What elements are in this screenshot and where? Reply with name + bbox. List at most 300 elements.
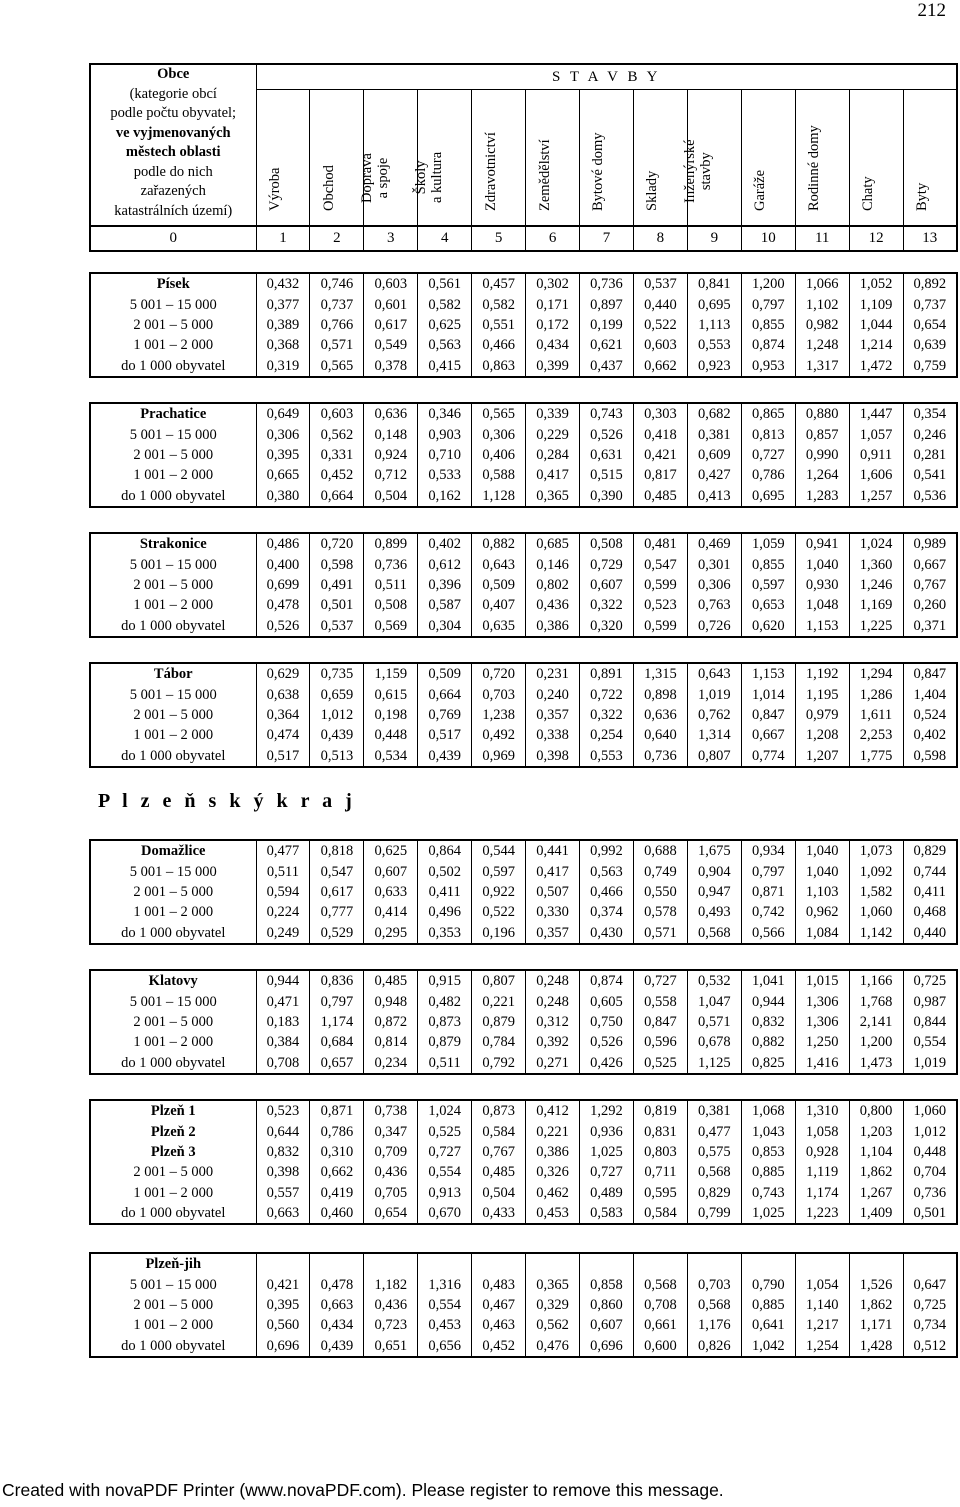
table-row: [90, 861, 957, 881]
table-cell: 1,019: [903, 1053, 957, 1074]
table-cell: 0,302: [526, 273, 580, 294]
table-cell: [526, 1253, 580, 1274]
table-cell: 0,504: [472, 1183, 526, 1203]
table-cell: 1,084: [795, 923, 849, 944]
table-cell: 0,736: [580, 273, 634, 294]
table-cell: [256, 1253, 310, 1274]
table-cell: 1,582: [849, 882, 903, 902]
table-row: [90, 882, 957, 902]
table-row: [90, 663, 957, 684]
table-cell: 0,390: [580, 486, 634, 507]
table-cell: 0,582: [418, 294, 472, 314]
table-cell: 0,864: [418, 840, 472, 861]
table-cell: 0,525: [633, 1053, 687, 1074]
table-cell: 0,412: [526, 1100, 580, 1121]
table-cell: 0,183: [256, 1012, 310, 1032]
table-cell: 0,825: [741, 1053, 795, 1074]
column-header: [580, 90, 634, 227]
table-cell: 0,419: [310, 1183, 364, 1203]
table-row: [90, 991, 957, 1011]
table-cell: 1,447: [849, 403, 903, 424]
row-label: 1 001 – 2 000: [133, 1034, 214, 1051]
table-cell: 0,596: [633, 1032, 687, 1052]
table-cell: 1,264: [795, 465, 849, 485]
table-row: [90, 356, 957, 377]
table-row: [90, 595, 957, 615]
table-cell: 0,598: [310, 554, 364, 574]
table-cell: 0,392: [526, 1032, 580, 1052]
table-cell: 1,195: [795, 684, 849, 704]
table-cell: 1,057: [849, 424, 903, 444]
table-cell: 0,547: [310, 861, 364, 881]
table-cell: 0,421: [256, 1274, 310, 1294]
table-cell: 0,777: [310, 902, 364, 922]
table-cell: 0,813: [741, 424, 795, 444]
table-cell: 0,871: [310, 1100, 364, 1121]
table-cell: 0,605: [580, 991, 634, 1011]
table-cell: 0,651: [364, 1336, 418, 1357]
table-cell: 0,434: [310, 1315, 364, 1335]
table-cell: 0,381: [687, 1100, 741, 1121]
table-cell: 1,012: [310, 705, 364, 725]
table-cell: 0,441: [526, 840, 580, 861]
table-cell: 0,433: [472, 1203, 526, 1224]
table-cell: 0,911: [849, 445, 903, 465]
footer-watermark: Created with novaPDF Printer (www.novaPDF.com). Please register to remove this message.: [2, 1480, 724, 1500]
table-cell: 0,873: [472, 1100, 526, 1121]
table-cell: 0,865: [741, 403, 795, 424]
table-cell: 1,044: [849, 315, 903, 335]
table-cell: 0,476: [526, 1336, 580, 1357]
table-cell: 0,633: [364, 882, 418, 902]
table-cell: 1,611: [849, 705, 903, 725]
table-cell: 0,517: [256, 746, 310, 767]
row-label: 2 001 – 5 000: [133, 706, 214, 723]
table-cell: 0,708: [633, 1295, 687, 1315]
obce-header-line: městech oblasti: [125, 144, 221, 160]
table-cell: 1,040: [795, 840, 849, 861]
table-cell: 0,554: [418, 1162, 472, 1182]
table-cell: 0,703: [472, 684, 526, 704]
table-cell: 1,317: [795, 356, 849, 377]
table-cell: 0,599: [633, 575, 687, 595]
table-cell: [795, 1253, 849, 1274]
table-cell: 0,563: [418, 335, 472, 355]
table-cell: 0,568: [633, 1274, 687, 1294]
table-cell: 0,726: [687, 616, 741, 637]
table-cell: 0,550: [633, 882, 687, 902]
table-cell: 0,508: [364, 595, 418, 615]
table-row: [90, 616, 957, 637]
table-cell: 0,709: [364, 1142, 418, 1162]
table-cell: 0,295: [364, 923, 418, 944]
table-cell: 0,661: [633, 1315, 687, 1335]
table-cell: 0,643: [472, 554, 526, 574]
table-cell: 0,924: [364, 445, 418, 465]
table-cell: 0,563: [580, 861, 634, 881]
table-cell: 0,588: [472, 465, 526, 485]
table-cell: 1,024: [849, 533, 903, 554]
table-cell: 0,571: [310, 335, 364, 355]
table-cell: 0,696: [580, 1336, 634, 1357]
table-row: [90, 575, 957, 595]
data-table-block: [89, 1252, 958, 1358]
table-cell: 0,969: [472, 746, 526, 767]
table-cell: 0,418: [633, 424, 687, 444]
table-cell: 0,737: [903, 294, 957, 314]
table-cell: 0,962: [795, 902, 849, 922]
row-label: 1 001 – 2 000: [133, 1317, 214, 1334]
table-cell: 0,659: [310, 684, 364, 704]
table-cell: 1,054: [795, 1274, 849, 1294]
table-cell: 0,536: [903, 486, 957, 507]
column-number: 8: [633, 226, 687, 251]
table-cell: 0,987: [903, 991, 957, 1011]
table-cell: 0,703: [687, 1274, 741, 1294]
table-cell: 1,176: [687, 1315, 741, 1335]
table-cell: 0,762: [687, 705, 741, 725]
table-cell: 0,523: [633, 595, 687, 615]
table-cell: 1,409: [849, 1203, 903, 1224]
table-cell: 0,374: [580, 902, 634, 922]
row-label: do 1 000 obyvatel: [121, 1337, 226, 1354]
table-cell: 0,784: [472, 1032, 526, 1052]
table-cell: 0,695: [687, 294, 741, 314]
table-cell: 1,314: [687, 725, 741, 745]
table-cell: 0,310: [310, 1142, 364, 1162]
table-cell: 0,860: [580, 1295, 634, 1315]
table-cell: 1,042: [741, 1336, 795, 1357]
table-cell: 0,171: [526, 294, 580, 314]
table-cell: 0,477: [687, 1121, 741, 1141]
table-cell: 0,400: [256, 554, 310, 574]
table-cell: 0,654: [364, 1203, 418, 1224]
table-cell: 0,725: [903, 970, 957, 991]
table-row: [90, 486, 957, 507]
table-cell: 0,759: [903, 356, 957, 377]
obce-header-line: podle počtu obyvatel;: [110, 105, 237, 121]
row-label: 1 001 – 2 000: [133, 467, 214, 484]
table-cell: 0,526: [256, 616, 310, 637]
column-header: [412, 90, 472, 227]
column-number: 2: [310, 226, 364, 251]
table-cell: 1,125: [687, 1053, 741, 1074]
table-cell: 0,936: [580, 1121, 634, 1141]
table-cell: 0,453: [418, 1315, 472, 1335]
table-cell: 0,767: [903, 575, 957, 595]
row-label: 1 001 – 2 000: [133, 727, 214, 744]
table-cell: 0,331: [310, 445, 364, 465]
column-header-label: Inženýrské: [682, 139, 699, 203]
table-header: [89, 63, 958, 252]
column-number: 0: [90, 226, 256, 251]
row-label: 1 001 – 2 000: [133, 337, 214, 354]
table-cell: 0,512: [903, 1336, 957, 1357]
column-header-label: Bytové domy: [590, 132, 607, 211]
table-cell: 0,414: [364, 902, 418, 922]
table-cell: 0,841: [687, 273, 741, 294]
row-label: Domažlice: [141, 843, 206, 860]
table-cell: 0,656: [418, 1336, 472, 1357]
table-cell: 0,549: [364, 335, 418, 355]
table-cell: 0,992: [580, 840, 634, 861]
table-cell: 1,040: [795, 554, 849, 574]
table-cell: 0,749: [633, 861, 687, 881]
table-cell: 0,587: [418, 595, 472, 615]
table-cell: 1,103: [795, 882, 849, 902]
table-cell: 0,466: [472, 335, 526, 355]
row-label: 2 001 – 5 000: [133, 1164, 214, 1181]
column-number: 1: [256, 226, 310, 251]
table-cell: 0,509: [472, 575, 526, 595]
table-cell: 0,524: [903, 705, 957, 725]
data-table-block: [89, 662, 958, 768]
row-label: 5 001 – 15 000: [129, 556, 217, 573]
table-cell: 0,874: [580, 970, 634, 991]
table-cell: 0,629: [256, 663, 310, 684]
table-cell: [364, 1253, 418, 1274]
table-cell: 0,654: [903, 315, 957, 335]
table-cell: 0,421: [633, 445, 687, 465]
table-cell: 0,829: [903, 840, 957, 861]
table-cell: 2,141: [849, 1012, 903, 1032]
table-cell: 0,522: [633, 315, 687, 335]
table-cell: 1,174: [310, 1012, 364, 1032]
table-row: [90, 1121, 957, 1141]
table-cell: 0,513: [310, 746, 364, 767]
table-cell: 0,532: [687, 970, 741, 991]
column-number: 11: [795, 226, 849, 251]
table-cell: 0,695: [741, 486, 795, 507]
table-cell: 0,566: [741, 923, 795, 944]
data-table-block: [89, 839, 958, 945]
table-cell: 0,847: [741, 705, 795, 725]
table-row: [90, 1100, 957, 1121]
table-cell: 1,012: [903, 1121, 957, 1141]
table-cell: 0,736: [364, 554, 418, 574]
table-cell: 0,636: [633, 705, 687, 725]
table-cell: 0,339: [526, 403, 580, 424]
table-cell: 0,146: [526, 554, 580, 574]
table-row: [90, 315, 957, 335]
table-cell: 0,249: [256, 923, 310, 944]
table-cell: 0,569: [364, 616, 418, 637]
table-cell: 0,853: [741, 1142, 795, 1162]
table-cell: 0,727: [418, 1142, 472, 1162]
table-cell: 0,670: [418, 1203, 472, 1224]
table-row: [90, 445, 957, 465]
table-cell: 0,281: [903, 445, 957, 465]
table-cell: 0,402: [418, 533, 472, 554]
column-header: [256, 90, 310, 227]
column-header-label: Zemědělství: [536, 139, 553, 211]
table-cell: 0,800: [849, 1100, 903, 1121]
table-cell: 0,621: [580, 335, 634, 355]
table-cell: 0,172: [526, 315, 580, 335]
table-row: [90, 533, 957, 554]
table-cell: 0,855: [741, 554, 795, 574]
table-cell: 0,979: [795, 705, 849, 725]
row-label: Tábor: [153, 666, 193, 683]
table-cell: 0,735: [310, 663, 364, 684]
table-cell: 0,915: [418, 970, 472, 991]
table-cell: 0,647: [903, 1274, 957, 1294]
table-cell: 0,322: [580, 705, 634, 725]
table-cell: 0,491: [310, 575, 364, 595]
table-cell: 0,568: [687, 1162, 741, 1182]
table-cell: 1,428: [849, 1336, 903, 1357]
table-cell: 1,169: [849, 595, 903, 615]
column-number: 7: [580, 226, 634, 251]
table-cell: 0,312: [526, 1012, 580, 1032]
table-cell: 0,466: [580, 882, 634, 902]
row-label: Strakonice: [139, 536, 207, 553]
row-label: Plzeň-jih: [145, 1256, 202, 1273]
table-cell: 0,517: [418, 725, 472, 745]
table-cell: 0,737: [310, 294, 364, 314]
table-cell: 0,224: [256, 902, 310, 922]
table-cell: 1,024: [418, 1100, 472, 1121]
table-cell: 0,452: [472, 1336, 526, 1357]
table-cell: 0,448: [903, 1142, 957, 1162]
column-header: [358, 90, 418, 227]
table-cell: 0,847: [903, 663, 957, 684]
table-cell: 1,286: [849, 684, 903, 704]
table-cell: 1,404: [903, 684, 957, 704]
table-cell: 0,625: [418, 315, 472, 335]
table-row: [90, 1203, 957, 1224]
table-cell: 0,463: [472, 1315, 526, 1335]
table-cell: 0,885: [741, 1295, 795, 1315]
table-cell: 0,678: [687, 1032, 741, 1052]
table-cell: 0,934: [741, 840, 795, 861]
table-cell: 0,891: [580, 663, 634, 684]
table-cell: 0,368: [256, 335, 310, 355]
table-row: [90, 403, 957, 424]
column-header-label: Byty: [913, 182, 930, 211]
table-cell: 0,600: [633, 1336, 687, 1357]
table-cell: 0,603: [633, 335, 687, 355]
table-row: [90, 554, 957, 574]
table-cell: 0,736: [633, 746, 687, 767]
table-row: [90, 1142, 957, 1162]
table-cell: 0,511: [256, 861, 310, 881]
row-label: 5 001 – 15 000: [129, 686, 217, 703]
table-cell: 0,636: [364, 403, 418, 424]
table-cell: 0,346: [418, 403, 472, 424]
row-label: 2 001 – 5 000: [133, 1296, 214, 1313]
table-cell: 1,142: [849, 923, 903, 944]
table-cell: 0,260: [903, 595, 957, 615]
table-cell: 0,769: [418, 705, 472, 725]
table-cell: 1,109: [849, 294, 903, 314]
table-cell: 1,207: [795, 746, 849, 767]
table-cell: 0,729: [580, 554, 634, 574]
table-cell: 0,720: [310, 533, 364, 554]
table-cell: 0,248: [526, 991, 580, 1011]
column-number: 3: [364, 226, 418, 251]
table-cell: 0,489: [580, 1183, 634, 1203]
table-cell: 1,257: [849, 486, 903, 507]
table-row: [90, 725, 957, 745]
table-cell: 0,284: [526, 445, 580, 465]
table-cell: 0,371: [903, 616, 957, 637]
table-cell: 0,803: [633, 1142, 687, 1162]
table-row: [90, 335, 957, 355]
table-cell: 1,043: [741, 1121, 795, 1141]
table-cell: 0,898: [633, 684, 687, 704]
table-cell: 0,417: [526, 465, 580, 485]
table-cell: 0,501: [310, 595, 364, 615]
table-cell: 0,482: [418, 991, 472, 1011]
table-cell: 0,720: [472, 663, 526, 684]
table-cell: 1,416: [795, 1053, 849, 1074]
table-cell: 0,736: [903, 1183, 957, 1203]
table-cell: 0,711: [633, 1162, 687, 1182]
table-cell: 0,892: [903, 273, 957, 294]
table-cell: 0,537: [310, 616, 364, 637]
table-cell: 0,568: [687, 923, 741, 944]
table-cell: 1,153: [741, 663, 795, 684]
table-cell: 0,565: [472, 403, 526, 424]
table-cell: 0,411: [903, 882, 957, 902]
table-cell: 0,897: [580, 294, 634, 314]
table-cell: 0,395: [256, 1295, 310, 1315]
table-cell: 0,303: [633, 403, 687, 424]
table-cell: 0,319: [256, 356, 310, 377]
table-cell: 0,873: [418, 1012, 472, 1032]
obce-header-line: podle do nich: [133, 163, 213, 180]
table-row: [90, 1053, 957, 1074]
table-cell: 0,492: [472, 725, 526, 745]
row-label: do 1 000 obyvatel: [121, 617, 226, 634]
table-cell: 0,406: [472, 445, 526, 465]
table-cell: 1,060: [849, 902, 903, 922]
table-cell: 0,879: [418, 1032, 472, 1052]
table-row: [90, 902, 957, 922]
table-cell: 0,836: [310, 970, 364, 991]
table-cell: 0,537: [633, 273, 687, 294]
table-cell: 0,377: [256, 294, 310, 314]
table-cell: 0,357: [526, 705, 580, 725]
table-cell: 1,862: [849, 1162, 903, 1182]
data-table-block: [89, 402, 958, 508]
table-cell: 1,248: [795, 335, 849, 355]
table-cell: 0,544: [472, 840, 526, 861]
table-cell: 0,734: [903, 1315, 957, 1335]
table-cell: 0,148: [364, 424, 418, 444]
table-cell: 0,641: [741, 1315, 795, 1335]
table-cell: 0,386: [526, 1142, 580, 1162]
table-cell: 1,019: [687, 684, 741, 704]
table-cell: 1,862: [849, 1295, 903, 1315]
table-cell: 0,407: [472, 595, 526, 615]
obce-header: [90, 64, 256, 226]
table-cell: 0,575: [687, 1142, 741, 1162]
table-cell: 0,271: [526, 1053, 580, 1074]
table-cell: 0,766: [310, 315, 364, 335]
row-label: do 1 000 obyvatel: [121, 1054, 226, 1071]
table-cell: 0,657: [310, 1053, 364, 1074]
column-number: 12: [849, 226, 903, 251]
table-cell: 0,990: [795, 445, 849, 465]
table-cell: 0,879: [472, 1012, 526, 1032]
table-cell: 0,481: [633, 533, 687, 554]
table-cell: 0,663: [256, 1203, 310, 1224]
table-cell: 0,710: [418, 445, 472, 465]
table-cell: 0,786: [741, 465, 795, 485]
table-cell: 0,496: [418, 902, 472, 922]
